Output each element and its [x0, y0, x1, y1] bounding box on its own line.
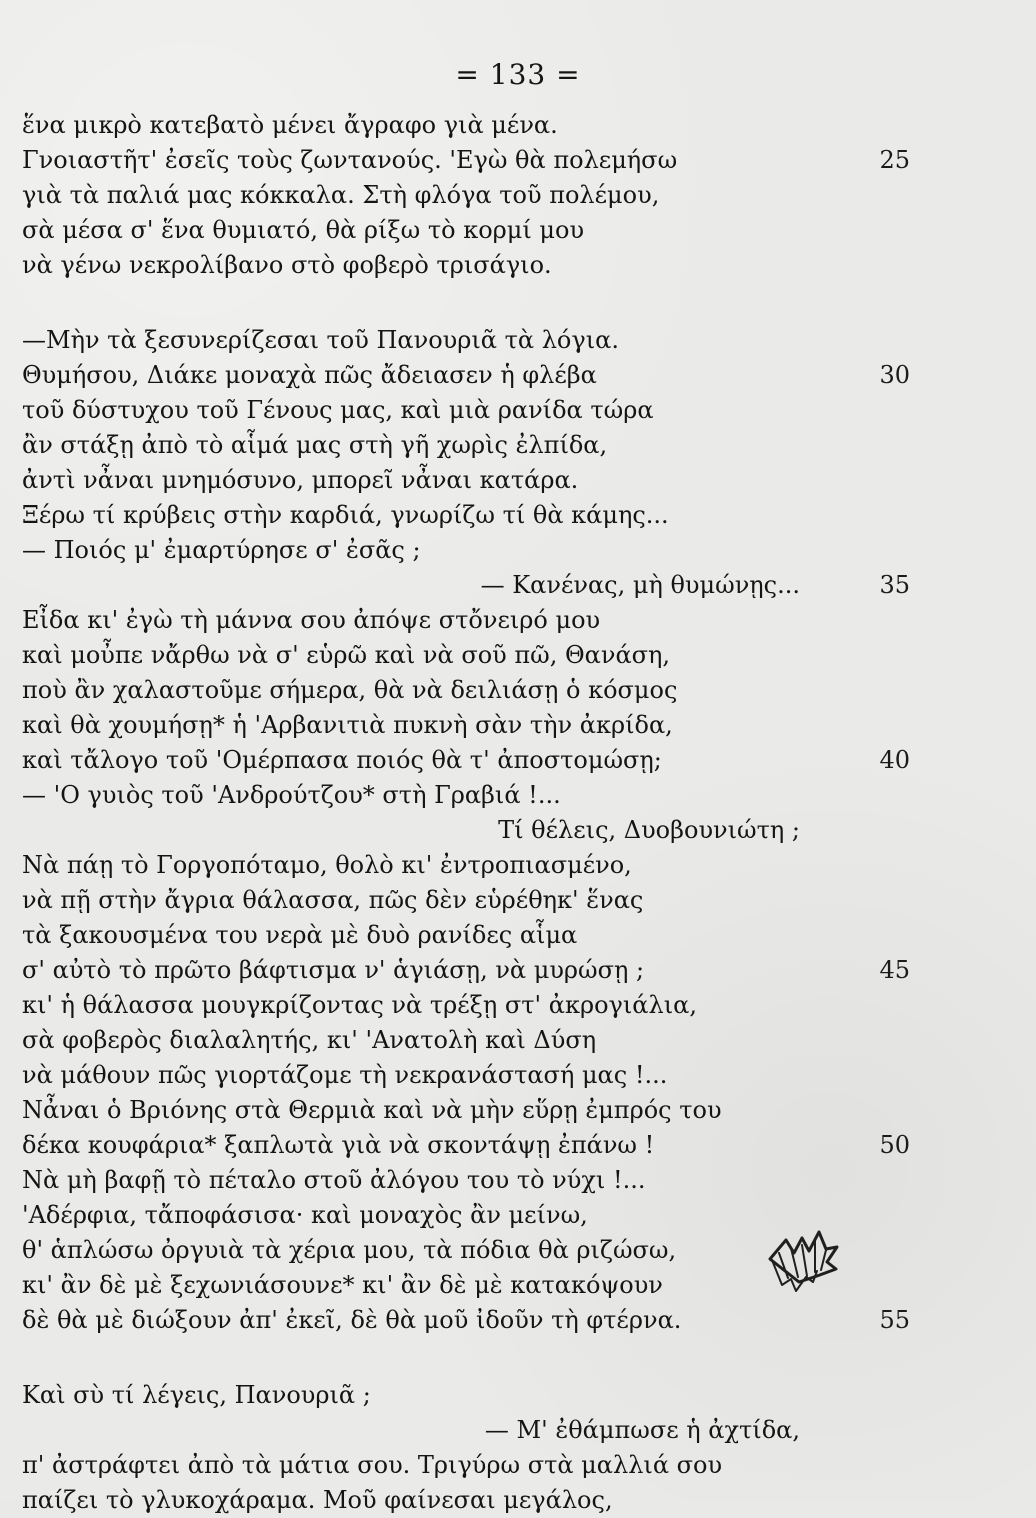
- page-number: = 133 =: [455, 58, 581, 91]
- line-number-empty: [840, 988, 910, 1023]
- line-number-empty: [840, 1413, 910, 1448]
- line-number-empty: [840, 778, 910, 813]
- poem-line: —Μὴν τὰ ξεσυνερίζεσαι τοῦ Πανουριᾶ τὰ λόγια.: [22, 326, 619, 354]
- line-number: 35: [879, 571, 910, 599]
- line-number-empty: [840, 848, 910, 883]
- poem-line: Νὰ πάῃ τὸ Γοργοπόταμο, θολὸ κι' ἐντροπιασμένο,: [22, 851, 632, 879]
- line-number-empty: [840, 603, 910, 638]
- line-number-empty: [840, 638, 910, 673]
- line-number-empty: [840, 1163, 910, 1198]
- line-number: 55: [879, 1306, 910, 1334]
- line-number-empty: [840, 393, 910, 428]
- poem-line: νὰ πῇ στὴν ἄγρια θάλασσα, πῶς δὲν εὑρέθηκ' ἕνας: [22, 886, 644, 914]
- poem-line: κι' ἡ θάλασσα μουγκρίζοντας νὰ τρέξῃ στ' ἀκρογιάλια,: [22, 991, 697, 1019]
- line-number-empty: [840, 533, 910, 568]
- line-number-empty: [840, 708, 910, 743]
- poem-line: Νἆναι ὁ Βριόνης στὰ Θερμιὰ καὶ νὰ μὴν εὕρῃ ἐμπρός του: [22, 1096, 722, 1124]
- line-number-empty: [840, 813, 910, 848]
- poem-line: δέκα κουφάρια* ξαπλωτὰ γιὰ νὰ σκοντάψῃ ἐπάνω !: [22, 1131, 655, 1159]
- poem-line: σ' αὐτὸ τὸ πρῶτο βάφτισμα ν' ἁγιάσῃ, νὰ μυρώσῃ ;: [22, 956, 645, 984]
- poem-line: ποὺ ἂν χαλαστοῦμε σήμερα, θὰ νὰ δειλιάσῃ ὁ κόσμος: [22, 676, 678, 704]
- poem-line: νὰ μάθουν πῶς γιορτάζομε τὴ νεκρανάστασή μας !...: [22, 1061, 668, 1089]
- poem-line: Γνοιαστῆτ' ἐσεῖς τοὺς ζωντανούς. 'Εγὼ θὰ πολεμήσω: [22, 146, 678, 174]
- line-number-empty: [840, 1268, 910, 1303]
- blank-line: [22, 1338, 822, 1378]
- line-number-empty: [840, 1058, 910, 1093]
- poem-text: [22, 108, 822, 1518]
- line-number-empty: [840, 1233, 910, 1268]
- poem-line: — 'Ο γυιὸς τοῦ 'Ανδρούτζου* στὴ Γραβιά !...: [22, 781, 561, 809]
- poem-line: παίζει τὸ γλυκοχάραμα. Μοῦ φαίνεσαι μεγάλος,: [22, 1486, 613, 1514]
- line-number-empty: [840, 323, 910, 358]
- line-number-empty: [840, 1198, 910, 1233]
- line-number-empty: [840, 498, 910, 533]
- line-number-empty: [840, 108, 910, 143]
- line-number: 40: [879, 746, 910, 774]
- ink-fan-mark-icon: [754, 1222, 844, 1294]
- poem-line: τοῦ δύστυχου τοῦ Γένους μας, καὶ μιὰ ρανίδα τώρα: [22, 396, 654, 424]
- line-number-empty: [840, 1448, 910, 1483]
- poem-line: Νὰ μὴ βαφῇ τὸ πέταλο στοῦ ἀλόγου του τὸ νύχι !...: [22, 1166, 646, 1194]
- line-number: 45: [879, 956, 910, 984]
- poem-line: Τί θέλεις, Δυοβουνιώτη ;: [498, 816, 800, 844]
- poem-line: νὰ γένω νεκρολίβανο στὸ φοβερὸ τρισάγιο.: [22, 251, 552, 279]
- line-number-empty: [840, 428, 910, 463]
- poem-line: δὲ θὰ μὲ διώξουν ἀπ' ἐκεῖ, δὲ θὰ μοῦ ἰδοῦν τὴ φτέρνα.: [22, 1306, 682, 1334]
- poem-line: κι' ἂν δὲ μὲ ξεχωνιάσουνε* κι' ἂν δὲ μὲ κατακόψουν: [22, 1271, 663, 1299]
- poem-line: θ' ἁπλώσω ὀργυιὰ τὰ χέρια μου, τὰ πόδια θὰ ριζώσω,: [22, 1236, 677, 1264]
- poem-line: ἂν στάξῃ ἀπὸ τὸ αἷμά μας στὴ γῆ χωρὶς ἐλπίδα,: [22, 431, 608, 459]
- line-number-empty: [840, 213, 910, 248]
- poem-line: καὶ θὰ χουμήσῃ* ἡ 'Αρβανιτιὰ πυκνὴ σὰν τὴν ἀκρίδα,: [22, 711, 673, 739]
- line-number: 50: [879, 1131, 910, 1159]
- line-number-empty: [840, 883, 910, 918]
- line-number-empty: [840, 673, 910, 708]
- poem-line: σὰ μέσα σ' ἕνα θυμιατό, θὰ ρίξω τὸ κορμί μου: [22, 216, 585, 244]
- line-number: 30: [879, 361, 910, 389]
- poem-line: καὶ τἄλογο τοῦ 'Ομέρπασα ποιός θὰ τ' ἀποστομώσῃ;: [22, 746, 662, 774]
- poem-line: ἀντὶ νἆναι μνημόσυνο, μπορεῖ νἆναι κατάρα.: [22, 466, 579, 494]
- poem-line: Θυμήσου, Διάκε μοναχὰ πῶς ἄδειασεν ἡ φλέβα: [22, 361, 597, 389]
- line-number-empty: [840, 463, 910, 498]
- blank-line: [22, 283, 822, 323]
- poem-line: γιὰ τὰ παλιά μας κόκκαλα. Στὴ φλόγα τοῦ πολέμου,: [22, 181, 660, 209]
- line-number-empty: [840, 1483, 910, 1518]
- line-number-empty: [840, 1378, 910, 1413]
- poem-line: π' ἀστράφτει ἀπὸ τὰ μάτια σου. Τριγύρω στὰ μαλλιά σου: [22, 1451, 723, 1479]
- poem-line: τὰ ξακουσμένα του νερὰ μὲ δυὸ ρανίδες αἷμα: [22, 921, 578, 949]
- poem-line: 'Αδέρφια, τἄποφάσισα· καὶ μοναχὸς ἂν μείνω,: [22, 1201, 588, 1229]
- poem-line: Ξέρω τί κρύβεις στὴν καρδιά, γνωρίζω τί θὰ κάμης...: [22, 501, 669, 529]
- line-number-empty: [840, 248, 910, 283]
- poem-line: καὶ μοὖπε νἄρθω νὰ σ' εὑρῶ καὶ νὰ σοῦ πῶ, Θανάση,: [22, 641, 671, 669]
- line-number-column: [840, 108, 910, 1518]
- poem-line: — Μ' ἐθάμπωσε ἡ ἀχτίδα,: [484, 1416, 800, 1444]
- line-number-empty: [840, 178, 910, 213]
- line-number-empty: [840, 918, 910, 953]
- line-number: 25: [879, 146, 910, 174]
- poem-line: — Ποιός μ' ἐμαρτύρησε σ' ἐσᾶς ;: [22, 536, 421, 564]
- poem-line: ἕνα μικρὸ κατεβατὸ μένει ἄγραφο γιὰ μένα.: [22, 111, 558, 139]
- poem-line: — Κανένας, μὴ θυμώνῃς...: [480, 571, 800, 599]
- poem-line: σὰ φοβερὸς διαλαλητής, κι' 'Ανατολὴ καὶ Δύση: [22, 1026, 597, 1054]
- line-number-empty: [840, 283, 910, 323]
- line-number-empty: [840, 1093, 910, 1128]
- poem-line: Καὶ σὺ τί λέγεις, Πανουριᾶ ;: [22, 1381, 371, 1409]
- line-number-empty: [840, 1023, 910, 1058]
- line-number-empty: [840, 1338, 910, 1378]
- poem-line: Εἶδα κι' ἐγὼ τὴ μάννα σου ἀπόψε στὄνειρό μου: [22, 606, 601, 634]
